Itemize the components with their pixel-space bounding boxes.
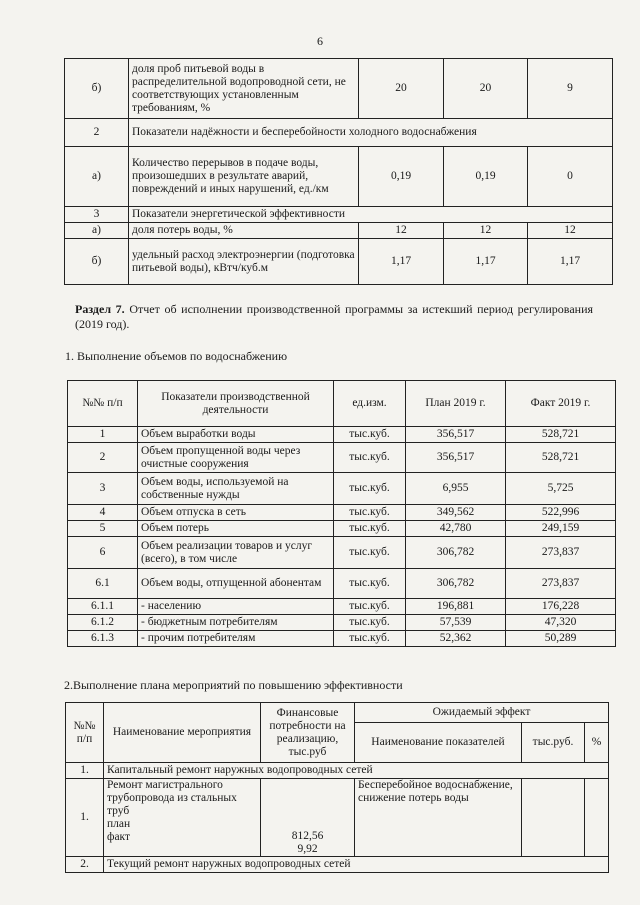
section-7-paragraph [75, 302, 593, 332]
row-number: 3 [65, 207, 129, 223]
table-row [66, 779, 609, 857]
header-num: №№ п/п [68, 381, 138, 427]
row-number: а) [65, 223, 129, 239]
header-plan: План 2019 г. [406, 381, 506, 427]
indicator-name: удельный расход электроэнергии (подготовка питьевой воды), кВтч/куб.м [129, 239, 359, 285]
row-unit: тыс.куб. [334, 505, 406, 521]
row-plan: 306,782 [406, 537, 506, 569]
volumes-table [67, 380, 616, 647]
table-row [68, 569, 616, 599]
plan-label: план [107, 818, 131, 830]
table-row [68, 505, 616, 521]
row-unit: тыс.куб. [334, 473, 406, 505]
value-cell: 1,17 [359, 239, 444, 285]
value-cell: 0,19 [359, 147, 444, 207]
section-title: Текущий ремонт наружных водопроводных сетей [104, 857, 609, 873]
row-number: 6.1.2 [68, 615, 138, 631]
row-number: 6.1.3 [68, 631, 138, 647]
section-label: Раздел 7. [75, 302, 125, 316]
table-row [66, 857, 609, 873]
row-plan: 356,517 [406, 443, 506, 473]
header-name: Показатели производственной деятельности [138, 381, 334, 427]
header-num: №№ п/п [66, 703, 104, 763]
indicator-group-title: Показатели надёжности и бесперебойности холодного водоснабжения [129, 119, 613, 147]
row-fact: 528,721 [506, 427, 616, 443]
header-rub: тыс.руб. [522, 723, 585, 763]
row-fact: 522,996 [506, 505, 616, 521]
row-number: 1. [66, 763, 104, 779]
table-row [65, 223, 613, 239]
value-cell: 1,17 [444, 239, 528, 285]
value-cell: 12 [359, 223, 444, 239]
header-pct: % [585, 723, 609, 763]
header-name: Наименование мероприятия [104, 703, 261, 763]
row-plan: 306,782 [406, 569, 506, 599]
table-row [68, 631, 616, 647]
table-row [68, 615, 616, 631]
row-name: Объем воды, используемой на собственные нужды [138, 473, 334, 505]
row-number: 5 [68, 521, 138, 537]
row-unit: тыс.куб. [334, 537, 406, 569]
row-plan: 356,517 [406, 427, 506, 443]
header-indicators: Наименование показателей [355, 723, 522, 763]
value-cell: 12 [444, 223, 528, 239]
table-row [68, 599, 616, 615]
value-cell: 20 [359, 59, 444, 119]
indicators-table [64, 58, 613, 285]
row-number: б) [65, 59, 129, 119]
row-number: 6.1.1 [68, 599, 138, 615]
measure-name-cell [104, 779, 261, 857]
header-finance: Финансовые потребности на реализацию, тыс.руб [261, 703, 355, 763]
value-cell: 12 [528, 223, 613, 239]
row-fact: 528,721 [506, 443, 616, 473]
row-name: Объем выработки воды [138, 427, 334, 443]
row-name: Объем отпуска в сеть [138, 505, 334, 521]
effect-cell: Бесперебойное водоснабжение, снижение потерь воды [355, 779, 522, 857]
header-fact: Факт 2019 г. [506, 381, 616, 427]
row-name: - бюджетным потребителям [138, 615, 334, 631]
page-number: 6 [317, 34, 323, 48]
row-fact: 5,725 [506, 473, 616, 505]
value-cell: 20 [444, 59, 528, 119]
row-number: 4 [68, 505, 138, 521]
row-name: - прочим потребителям [138, 631, 334, 647]
row-fact: 273,837 [506, 537, 616, 569]
value-cell: 1,17 [528, 239, 613, 285]
pct-cell [585, 779, 609, 857]
indicator-name: доля потерь воды, % [129, 223, 359, 239]
table-row [68, 473, 616, 505]
row-name: - населению [138, 599, 334, 615]
row-unit: тыс.куб. [334, 599, 406, 615]
row-unit: тыс.куб. [334, 615, 406, 631]
row-number: 1. [66, 779, 104, 857]
row-fact: 47,320 [506, 615, 616, 631]
row-name: Объем реализации товаров и услуг (всего), в том числе [138, 537, 334, 569]
row-number: 2. [66, 857, 104, 873]
row-number: 2 [68, 443, 138, 473]
table-row [65, 119, 613, 147]
row-plan: 57,539 [406, 615, 506, 631]
row-plan: 196,881 [406, 599, 506, 615]
row-name: Объем воды, отпущенной абонентам [138, 569, 334, 599]
fact-label: факт [107, 831, 131, 843]
value-cell: 0 [528, 147, 613, 207]
row-unit: тыс.куб. [334, 443, 406, 473]
row-unit: тыс.куб. [334, 569, 406, 599]
row-plan: 6,955 [406, 473, 506, 505]
table-row [68, 443, 616, 473]
indicator-group-title: Показатели энергетической эффективности [129, 207, 613, 223]
row-plan: 349,562 [406, 505, 506, 521]
row-number: 1 [68, 427, 138, 443]
section-title: Капитальный ремонт наружных водопроводных сетей [104, 763, 609, 779]
value-cell: 0,19 [444, 147, 528, 207]
table-row [68, 537, 616, 569]
volumes-heading: 1. Выполнение объемов по водоснабжению [65, 349, 288, 363]
row-plan: 42,780 [406, 521, 506, 537]
measure-name: Ремонт магистрального трубопровода из стальных труб [107, 779, 237, 817]
rub-cell [522, 779, 585, 857]
header-effect: Ожидаемый эффект [355, 703, 609, 723]
row-unit: тыс.куб. [334, 427, 406, 443]
table-row [68, 521, 616, 537]
fact-value: 9,92 [297, 843, 318, 855]
measures-table [65, 702, 609, 873]
row-unit: тыс.куб. [334, 521, 406, 537]
finance-cell [261, 779, 355, 857]
row-number: 2 [65, 119, 129, 147]
row-number: 6 [68, 537, 138, 569]
indicator-name: Количество перерывов в подаче воды, произошедших в результате аварий, повреждений и иных нарушений, ед./км [129, 147, 359, 207]
row-number: 6.1 [68, 569, 138, 599]
table-row [65, 207, 613, 223]
row-number: 3 [68, 473, 138, 505]
row-number: а) [65, 147, 129, 207]
table-row [65, 59, 613, 119]
value-cell: 9 [528, 59, 613, 119]
table-row [65, 147, 613, 207]
row-fact: 249,159 [506, 521, 616, 537]
section-text: Отчет об исполнении производственной программы за истекший период регулирования (2019 год). [75, 302, 594, 331]
row-name: Объем потерь [138, 521, 334, 537]
plan-value: 812,56 [291, 830, 324, 842]
table-row [66, 763, 609, 779]
table-header-row [68, 381, 616, 427]
indicator-name: доля проб питьевой воды в распределительной водопроводной сети, не соответствующих установленным требованиям, % [129, 59, 359, 119]
table-row [65, 239, 613, 285]
row-unit: тыс.куб. [334, 631, 406, 647]
row-number: б) [65, 239, 129, 285]
table-header-row [66, 703, 609, 723]
row-plan: 52,362 [406, 631, 506, 647]
row-name: Объем пропущенной воды через очистные сооружения [138, 443, 334, 473]
header-unit: ед.изм. [334, 381, 406, 427]
row-fact: 176,228 [506, 599, 616, 615]
table-row [68, 427, 616, 443]
row-fact: 273,837 [506, 569, 616, 599]
row-fact: 50,289 [506, 631, 616, 647]
measures-heading: 2.Выполнение плана мероприятий по повышению эффективности [64, 678, 403, 692]
